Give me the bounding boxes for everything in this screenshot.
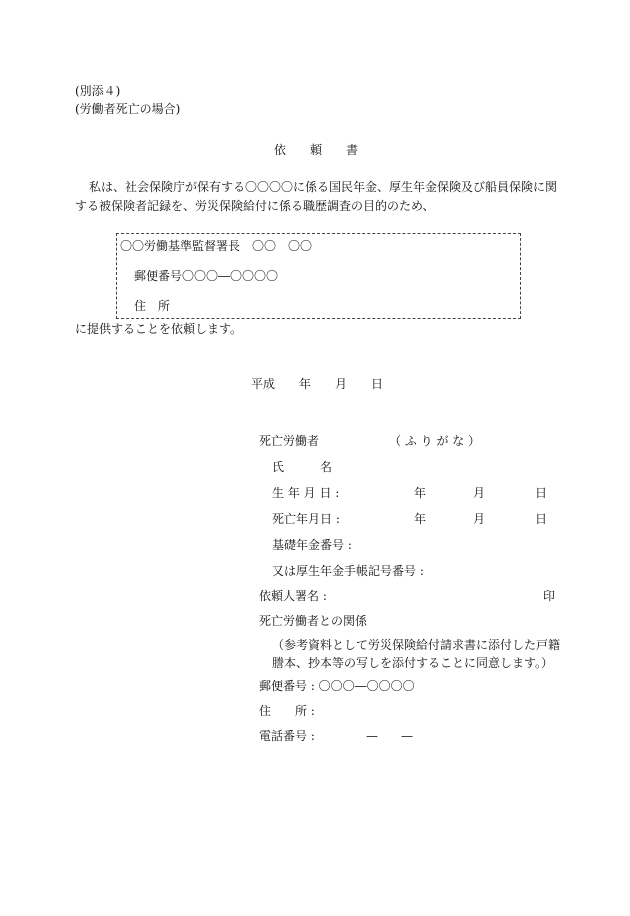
birth-month: 月 bbox=[473, 486, 486, 500]
recipient-postal: 郵便番号〇〇〇―〇〇〇〇 bbox=[134, 269, 279, 283]
deceased-label: 死亡労働者 bbox=[259, 434, 320, 448]
recipient-address: 住 所 bbox=[134, 299, 171, 313]
phone-label: 電話番号 : bbox=[259, 729, 315, 743]
date-year: 年 bbox=[299, 377, 312, 391]
phone-dash-1: — bbox=[366, 729, 378, 743]
birth-day: 日 bbox=[535, 486, 548, 500]
birth-date-label: 生 年 月 日 : bbox=[272, 486, 340, 500]
relationship-label: 死亡労働者との関係 bbox=[259, 614, 368, 628]
attachment-label: (別添４) bbox=[75, 84, 121, 98]
body-line-2: する被保険者記録を、労災保険給付に係る職歴調査の目的のため、 bbox=[75, 199, 435, 213]
name-label-1: 氏 bbox=[272, 460, 285, 474]
date-month: 月 bbox=[335, 377, 348, 391]
date-day: 日 bbox=[371, 377, 384, 391]
title-char-1: 依 bbox=[274, 143, 287, 157]
name-label-2: 名 bbox=[320, 460, 333, 474]
case-label: (労働者死亡の場合) bbox=[75, 102, 181, 116]
death-day: 日 bbox=[535, 512, 548, 526]
title-char-3: 書 bbox=[346, 143, 359, 157]
closing-text: に提供することを依頼します。 bbox=[75, 322, 243, 336]
birth-year: 年 bbox=[414, 486, 427, 500]
seal-mark: 印 bbox=[543, 589, 556, 603]
date-era: 平成 bbox=[251, 377, 276, 391]
death-date-label: 死亡年月日 : bbox=[272, 512, 340, 526]
recipient-office: 〇〇労働基準監督署長 〇〇 〇〇 bbox=[120, 239, 313, 253]
title-char-2: 頼 bbox=[310, 143, 323, 157]
requester-address: 住 所 : bbox=[259, 704, 315, 718]
requester-signature-label: 依頼人署名 : bbox=[259, 589, 327, 603]
consent-line-2: 謄本、抄本等の写しを添付することに同意します。） bbox=[272, 656, 554, 670]
consent-line-1: （参考資料として労災保険給付請求書に添付した戸籍 bbox=[272, 638, 561, 652]
death-month: 月 bbox=[473, 512, 486, 526]
pension-number-label: 基礎年金番号 : bbox=[272, 538, 352, 552]
phone-dash-2: — bbox=[401, 729, 413, 743]
requester-postal: 郵便番号 : 〇〇〇―〇〇〇〇 bbox=[259, 679, 415, 693]
death-year: 年 bbox=[414, 512, 427, 526]
body-line-1: 私は、社会保険庁が保有する〇〇〇〇に係る国民年金、厚生年金保険及び船員保険に関 bbox=[89, 180, 558, 194]
furigana-label: （ ふ り が な ） bbox=[389, 434, 481, 448]
pension-book-number-label: 又は厚生年金手帳記号番号 : bbox=[272, 564, 424, 578]
